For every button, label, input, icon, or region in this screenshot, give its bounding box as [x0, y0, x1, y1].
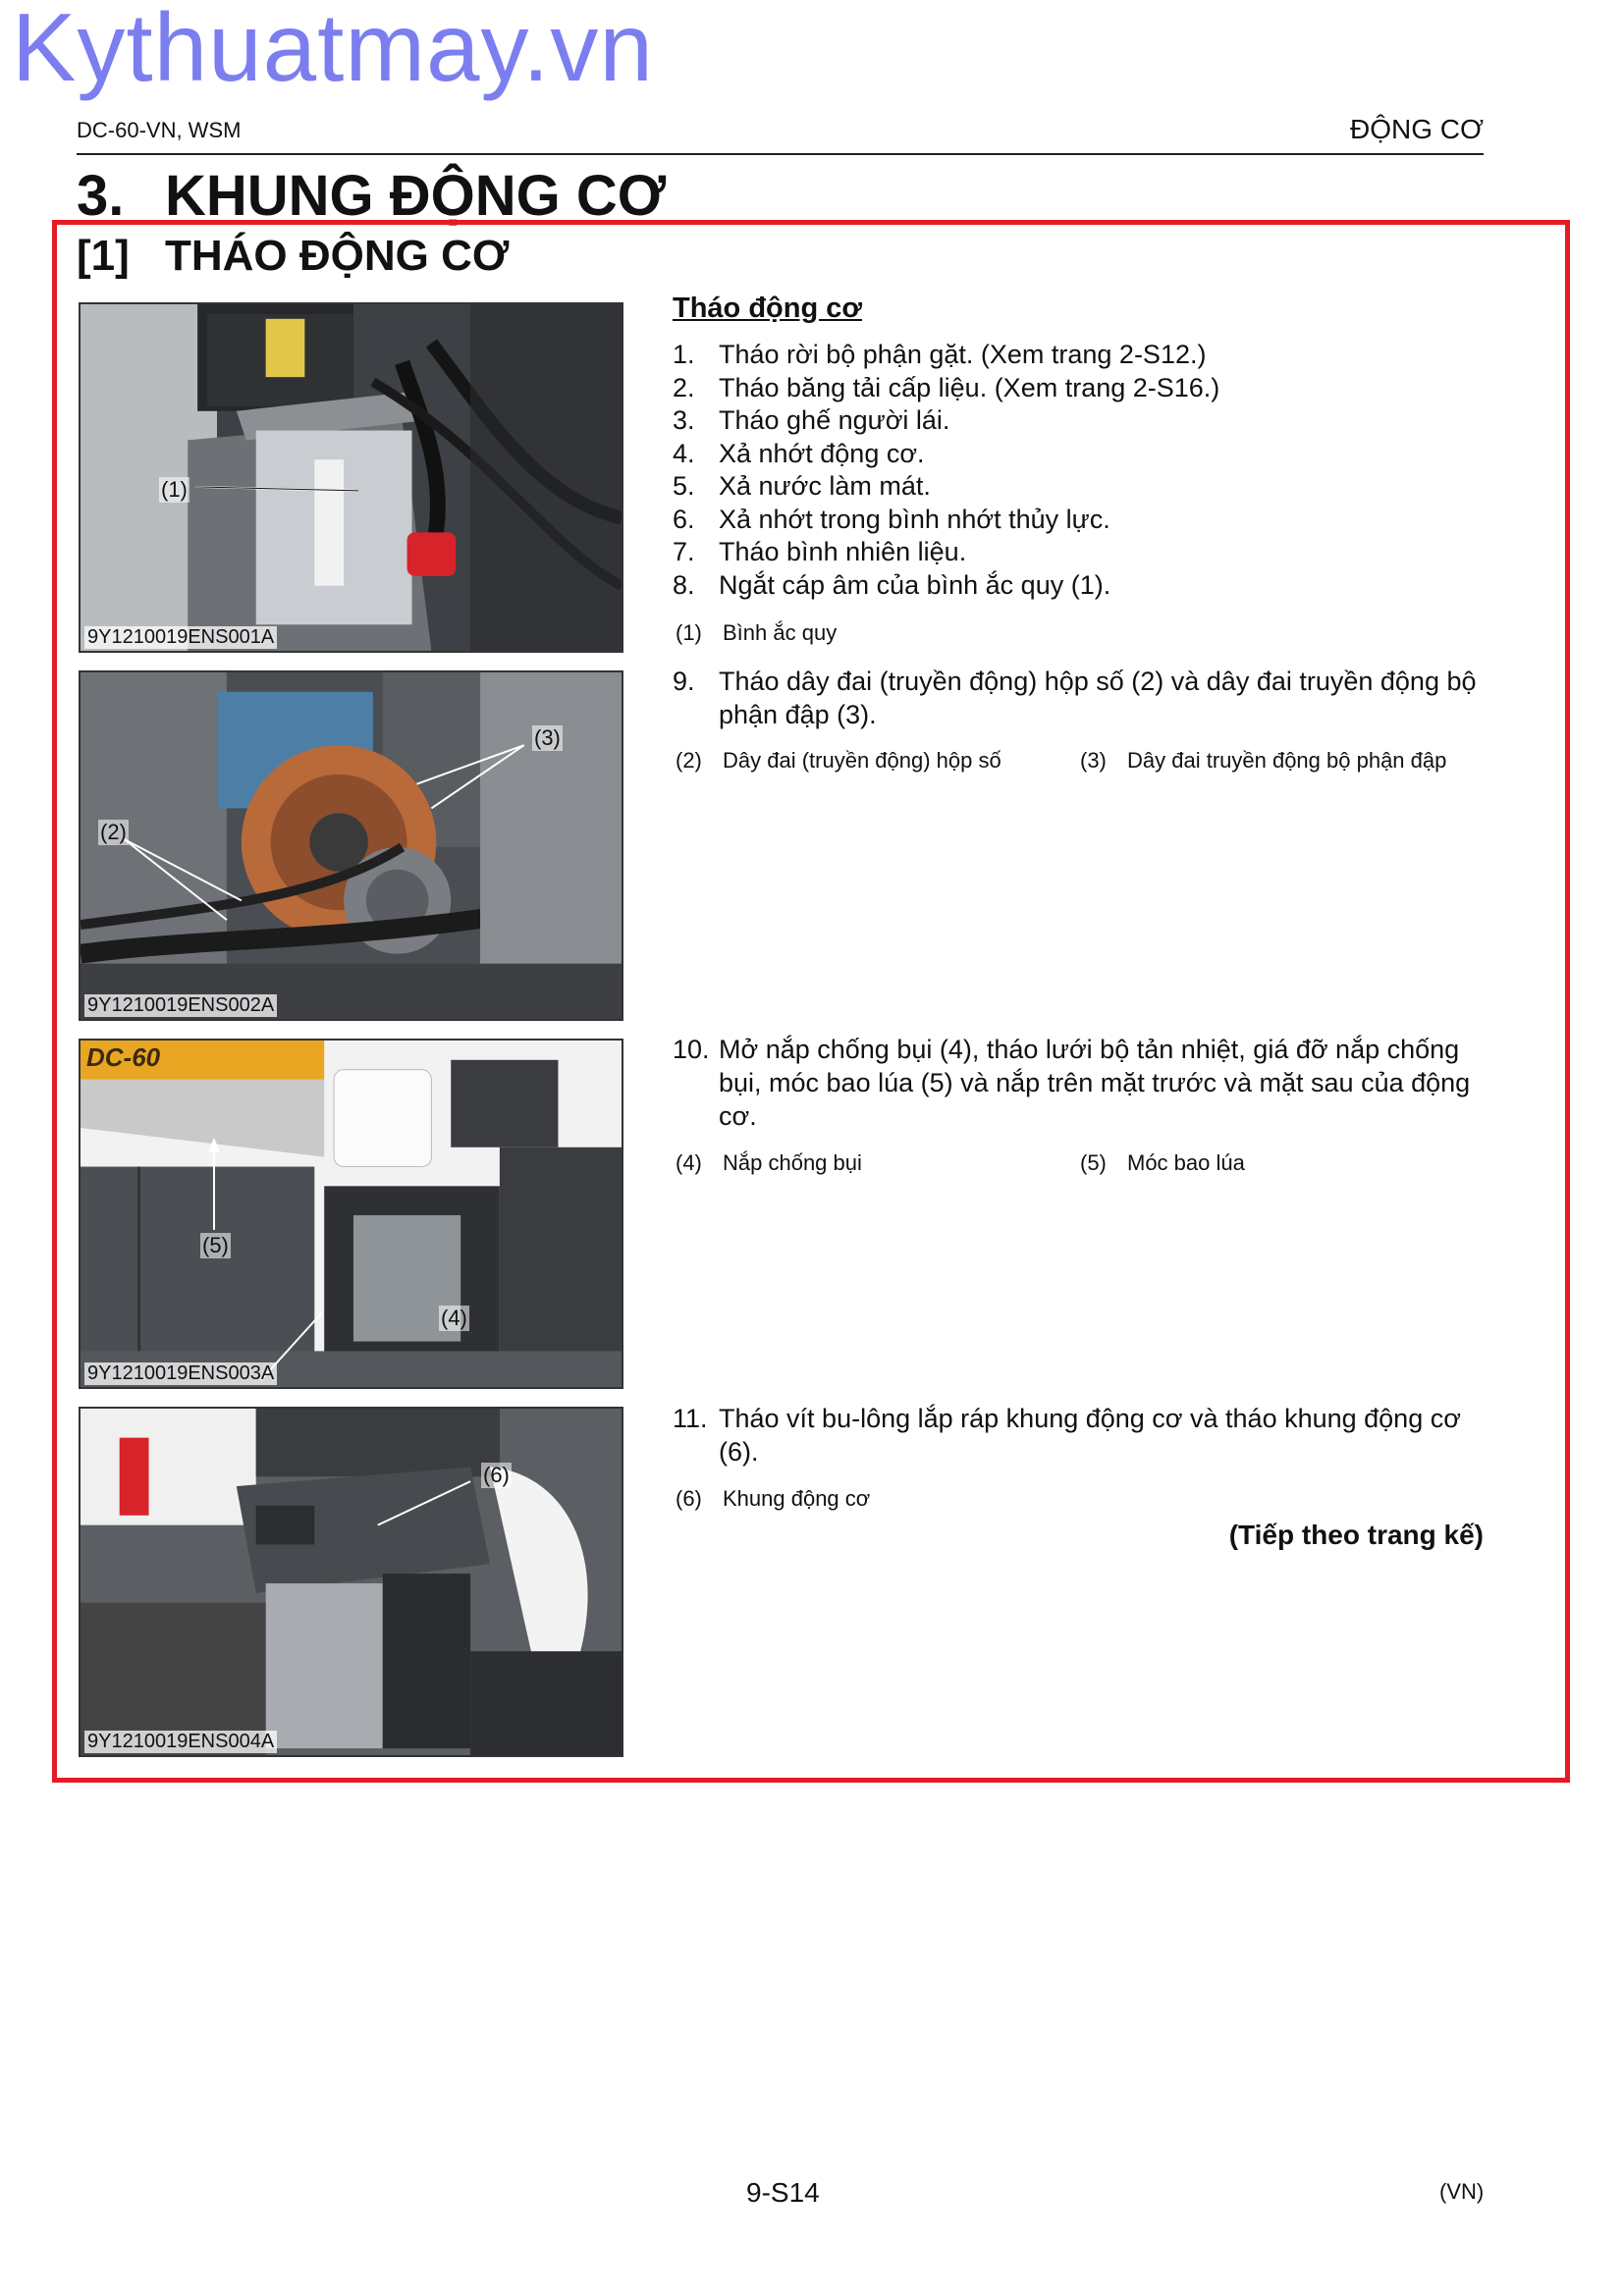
legend-dust-cover [676, 1150, 862, 1176]
legend-grain-hook [1080, 1150, 1245, 1176]
callout-leaders-4 [81, 1409, 622, 1755]
photo-belts [79, 670, 623, 1021]
step-number: 1. [673, 340, 695, 369]
section-title-text: KHUNG ĐỘNG CƠ [165, 164, 667, 228]
callout-3: (3) [534, 725, 561, 750]
legend-2-text: Dây đai (truyền động) hộp số [723, 748, 1001, 773]
legend-gearbox-belt [676, 748, 1001, 774]
section-number: 3. [77, 164, 125, 228]
callout-leaders-2 [81, 672, 622, 1019]
step-9 [673, 665, 1488, 731]
photo-dust-cover [79, 1039, 623, 1389]
legend-1-text: Bình ắc quy [723, 620, 838, 645]
header-model: DC-60-VN, WSM [77, 118, 242, 142]
step-5 [673, 469, 1488, 503]
step-text: Tháo rời bộ phận gặt. (Xem trang 2-S12.) [719, 340, 1207, 369]
page-number: 9-S14 [746, 2177, 820, 2208]
step-text: Xả nước làm mát. [719, 471, 931, 501]
step-text: Tháo ghế người lái. [719, 405, 950, 435]
legend-5-num: (5) [1080, 1150, 1107, 1175]
photo-code-3: 9Y1210019ENS003A [84, 1362, 277, 1385]
step-number: 8. [673, 569, 695, 600]
step-number: 3. [673, 405, 695, 435]
step-text: Xả nhớt động cơ. [719, 438, 925, 468]
legend-1-num: (1) [676, 620, 702, 645]
legend-6-text: Khung động cơ [723, 1486, 871, 1511]
step-number: 4. [673, 438, 695, 468]
step-3 [673, 403, 1488, 437]
step-text: Xả nhớt trong bình nhớt thủy lực. [719, 504, 1110, 534]
legend-thresher-belt [1080, 748, 1446, 774]
callout-4: (4) [441, 1306, 467, 1330]
step-text: Tháo bình nhiên liệu. [719, 537, 967, 566]
step-10-text: Mở nắp chống bụi (4), tháo lưới bộ tản nhiệt, giá đỡ nắp chống bụi, móc bao lúa (5) và nắp trên mặt trước và mặt sau của động cơ. [719, 1035, 1471, 1131]
photo-battery [79, 302, 623, 653]
procedure-heading: Tháo động cơ [673, 293, 862, 324]
legend-3-text: Dây đai truyền động bộ phận đập [1127, 748, 1447, 773]
legend-engine-frame [676, 1486, 870, 1512]
step-number: 7. [673, 537, 695, 566]
section-title [77, 163, 666, 229]
step-10 [673, 1033, 1488, 1133]
step-4 [673, 437, 1488, 470]
step-10-num: 10. [673, 1035, 710, 1064]
watermark-text: Kythuatmay.vn [12, 0, 654, 101]
subsection-number: [1] [77, 232, 130, 280]
header-rule [77, 153, 1484, 155]
subsection-title-text: THÁO ĐỘNG CƠ [165, 232, 510, 280]
legend-5-text: Móc bao lúa [1127, 1150, 1245, 1175]
step-7 [673, 535, 1488, 568]
photo-engine-frame [79, 1407, 623, 1757]
legend-2-num: (2) [676, 748, 702, 773]
step-6 [673, 503, 1488, 536]
step-9-num: 9. [673, 667, 695, 696]
callout-1-leader [81, 304, 622, 651]
step-11-text: Tháo vít bu-lông lắp ráp khung động cơ và tháo khung động cơ (6). [719, 1404, 1461, 1467]
legend-battery [676, 620, 837, 646]
continued-note: (Tiếp theo trang kế) [1228, 1520, 1484, 1550]
step-text: Ngắt cáp âm của bình ắc quy (1). [719, 569, 1111, 600]
step-8 [673, 568, 1488, 602]
language-code: (VN) [1439, 2179, 1485, 2204]
step-number: 5. [673, 471, 695, 501]
legend-3-num: (3) [1080, 748, 1107, 773]
photo-code-1: 9Y1210019ENS001A [84, 626, 277, 649]
callout-1: (1) [161, 477, 188, 502]
legend-4-text: Nắp chống bụi [723, 1150, 862, 1175]
callout-leaders-3 [81, 1041, 622, 1387]
step-text: Tháo băng tải cấp liệu. (Xem trang 2-S16.) [719, 372, 1220, 402]
callout-2: (2) [100, 820, 127, 844]
legend-4-num: (4) [676, 1150, 702, 1175]
subsection-title [77, 232, 509, 281]
photo-code-4: 9Y1210019ENS004A [84, 1731, 277, 1753]
step-number: 2. [673, 372, 695, 402]
legend-6-num: (6) [676, 1486, 702, 1511]
machine-brand-decal: DC-60 [86, 1042, 161, 1072]
step-2 [673, 371, 1488, 404]
step-9-text: Tháo dây đai (truyền động) hộp số (2) và dây đai truyền động bộ phận đập (3). [719, 667, 1477, 729]
step-11-num: 11. [673, 1404, 708, 1433]
step-1 [673, 338, 1488, 371]
photo-code-2: 9Y1210019ENS002A [84, 994, 277, 1017]
callout-5: (5) [202, 1233, 229, 1257]
step-11 [673, 1402, 1488, 1468]
callout-6: (6) [483, 1463, 510, 1487]
step-number: 6. [673, 504, 695, 534]
header-chapter: ĐỘNG CƠ [1349, 114, 1484, 144]
